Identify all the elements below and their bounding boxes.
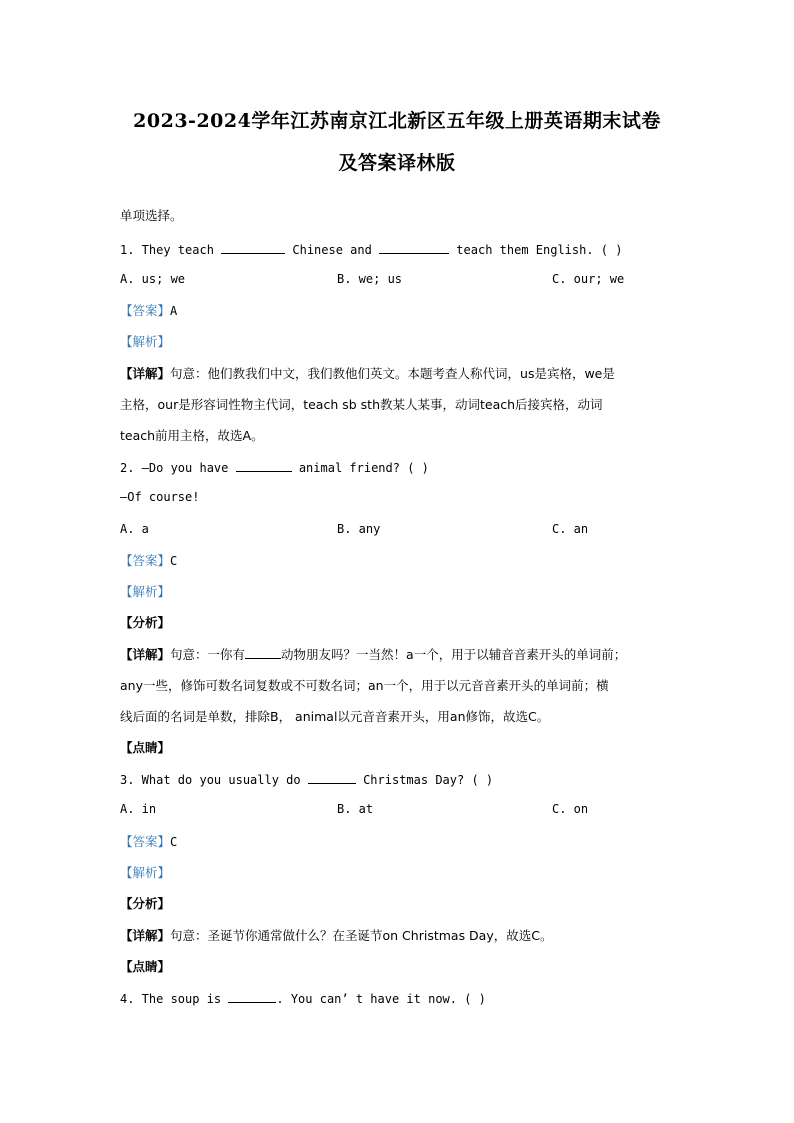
- question-1: [120, 241, 622, 257]
- question-3-option-c: C. on: [552, 802, 589, 816]
- answer-label: 【答案】: [120, 834, 171, 849]
- question-1-text-start: 1. They teach: [120, 243, 222, 257]
- blank-line: [308, 771, 356, 784]
- question-2-explain-label: 【解析】: [120, 584, 171, 599]
- question-1-answer: [120, 301, 177, 319]
- question-2-option-a: A. a: [120, 522, 149, 536]
- document-title-line-2: 及答案译林版: [338, 152, 456, 174]
- question-3-option-a: A. in: [120, 802, 157, 816]
- question-1-explain-label: 【解析】: [120, 334, 171, 349]
- question-2-text-start: 2. —Do you have: [120, 461, 236, 475]
- question-2: [120, 459, 429, 475]
- question-3-analysis-label: 【分析】: [120, 896, 171, 911]
- question-4: [120, 990, 486, 1006]
- question-1-detail-line-2: 主格，our是形容词性物主代词，teach sb sth教某人某事，动词teach后接宾格，动词: [120, 397, 603, 412]
- blank-line: [236, 459, 292, 472]
- question-3-detail-line-1: [120, 926, 552, 944]
- question-3-text-end: Christmas Day? ( ): [355, 773, 494, 787]
- question-4-text-start: 4. The soup is: [120, 992, 229, 1006]
- question-2-option-b: B. any: [337, 522, 381, 536]
- answer-label: 【答案】: [120, 303, 171, 318]
- detail-text: 句意：圣诞节你通常做什么？在圣诞节on Christmas Day，故选C。: [170, 928, 553, 943]
- question-3-explain-label: 【解析】: [120, 865, 171, 880]
- question-1-option-b: B. we; us: [337, 272, 403, 286]
- blank-line: [221, 241, 285, 254]
- question-1-detail-line-1: [120, 364, 615, 382]
- question-2-option-c: C. an: [552, 522, 589, 536]
- blank-line: [245, 646, 281, 659]
- detail-text: 句意：他们教我们中文，我们教他们英文。本题考查人称代词，us是宾格，we是: [170, 366, 615, 381]
- question-2-text-end: animal friend? ( ): [291, 461, 429, 475]
- detail-text-start: 句意：一你有: [170, 647, 246, 662]
- question-2-detail-line-3: 线后面的名词是单数，排除B， animal以元音音素开头，用an修饰，故选C。: [120, 709, 550, 724]
- question-2-detail-line-1: [120, 645, 626, 663]
- answer-value: C: [170, 554, 178, 568]
- answer-value: A: [170, 304, 178, 318]
- detail-label: 【详解】: [120, 928, 171, 943]
- question-3-option-b: B. at: [337, 802, 374, 816]
- question-2-comment-label: 【点睛】: [120, 740, 171, 755]
- blank-line: [228, 990, 276, 1003]
- question-3-answer: [120, 832, 177, 850]
- section-heading: 单项选择。: [120, 208, 183, 223]
- question-1-text-mid: Chinese and: [285, 243, 380, 257]
- question-2-detail-line-2: any一些，修饰可数名词复数或不可数名词；an一个，用于以元音音素开头的单词前；横: [120, 678, 609, 693]
- answer-value: C: [170, 835, 178, 849]
- question-4-text-end: . You can’ t have it now. ( ): [276, 992, 486, 1006]
- detail-label: 【详解】: [120, 366, 171, 381]
- question-1-detail-line-3: teach前用主格，故选A。: [120, 428, 264, 443]
- answer-label: 【答案】: [120, 553, 171, 568]
- question-3-comment-label: 【点睛】: [120, 959, 171, 974]
- question-1-text-end: teach them English. ( ): [449, 243, 623, 257]
- question-2-reply: —Of course!: [120, 490, 200, 504]
- document-title-line-1: 2023-2024学年江苏南京江北新区五年级上册英语期末试卷: [133, 110, 661, 132]
- question-3: [120, 771, 493, 787]
- question-2-answer: [120, 551, 177, 569]
- question-2-analysis-label: 【分析】: [120, 615, 171, 630]
- question-3-text-start: 3. What do you usually do: [120, 773, 308, 787]
- blank-line: [379, 241, 449, 254]
- question-1-option-c: C. our; we: [552, 272, 625, 286]
- detail-label: 【详解】: [120, 647, 171, 662]
- question-1-option-a: A. us; we: [120, 272, 186, 286]
- detail-text-end: 动物朋友吗？一当然！a一个，用于以辅音音素开头的单词前；: [281, 647, 627, 662]
